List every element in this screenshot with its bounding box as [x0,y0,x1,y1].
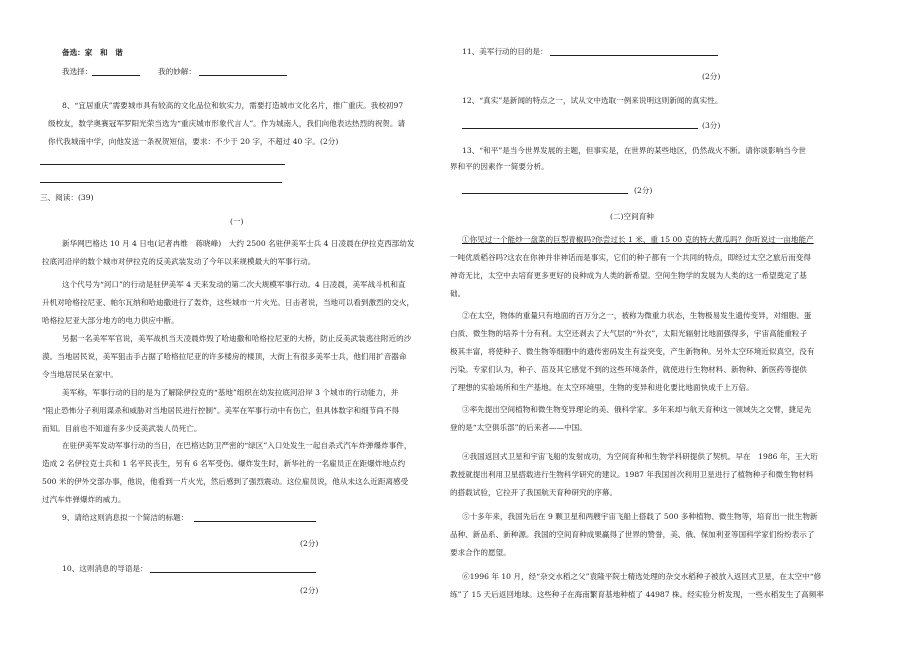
beixuan-words: 家 和 谐 [84,48,123,57]
p6-line-1: ⑥1996 年 10 月，经“杂交水稻之父”袁隆平院士精选处理的杂交水稻种子被放入返回式卫星，在太空中“修 [462,572,822,581]
q8-line-3: 你代我城南中学，向他发送一条祝贺短信，要求：不少于 20 字，不超过 40 字。(2分) [48,137,339,146]
p2-line-5: 了理想的实验场所和生产基地。在太空环境里，生物的变异和进化要比地面快成千上万倍。 [450,383,754,392]
news-line-15: 过汽车炸弹爆炸的威力。 [42,495,126,504]
q13-line-1: 13、“和平”是当今世界发展的主题，但事实是，在世界的某些地区，仍然战火不断。请你谈影响当今世 [462,146,806,155]
q11-score: (2分) [702,72,721,81]
q10-answer-blank[interactable] [150,572,316,573]
woxuanze-label: 我选择： [62,67,93,76]
p2-line-2: 白质、微生物的培养十分有利。太空还剥去了大气层的“外衣”，太阳光辐射比地面强得多，宇宙高能重粒子 [450,329,808,338]
miaojie-blank[interactable] [199,75,287,76]
q13-line-2: 界和平的因素作一简要分析。 [450,162,549,171]
p5-line-1: ⑤十多年来，我国先后在 9 颗卫星和两艘宇宙飞船上搭载了 500 多种植物、微生物等，培育出一批生物新 [462,512,818,521]
q8-answer-line-2[interactable] [40,182,282,183]
q9-prompt: 9、请给这则消息拟一个简洁的标题： [62,513,189,522]
q11-answer-blank[interactable] [550,55,718,56]
q12-score: (3分) [702,121,721,130]
p5-line-3: 要求合作的愿望。 [450,548,511,557]
p1-line-2: 一吨优质稻谷吗?这农在你神并非神话而是事实，它们的种子都有一个共同的特点，即经过太空之旅后而变得 [450,253,811,262]
news-line-8: 令当地居民呆在家中。 [42,370,118,379]
p3-line-2: 登的是“太空俱乐部”的后来者——中国。 [450,423,587,432]
news-line-3: 这个代号为“河口”的行动是驻伊美军 4 天来发动的第二次大规模军事行动。4 日凌晨，美军战斗机和直 [62,280,406,289]
p3-line-1: ③率先提出空间植物和微生物变异理论的美、俄科学家。多年来却与航天育种这一领域失之交臂，捷足先 [462,405,812,414]
p4-line-1: ④我国返回式卫星和宇宙飞船的发射成功，为空间育种和生物学科研提供了契机。早在 1986 年，王大珩 [462,452,818,461]
q10-score: (2分) [300,586,319,595]
p4-line-3: 的搭载试验，它拉开了我国航天育种研究的序幕。 [450,488,618,497]
p6-line-2: 练”了 15 天后返回地球。这些种子在海南繁育基地种植了 44987 株。经实验分析发现，一些水稻发生了高频率 [450,590,824,599]
q8-line-2: 级校友，数学奥赛冠军罗阳光荣当选为“重庆城市形象代言人”。作为城南人，我们向他表达热烈的祝贺。请 [48,119,406,128]
news-line-1: 新华网巴格达 10 月 4 日电(记者冉维 蒋晓峰) 大约 2500 名驻伊美军士兵 4 日凌晨在伊拉克西部幼发 [62,239,415,248]
p4-line-2: 教授就提出利用卫星搭载进行生物科学研究的建议。1987 年我国首次利用卫星进行了植物种子和微生物材料 [450,470,814,479]
news-line-9: 美军称，军事行动的目的是为了解除伊拉克的“基地”组织在幼发拉底河沿岸 3 个城市的行动能力，并 [62,388,399,397]
q12-prompt: 12、“真实”是新闻的特点之一，试从文中选取一例来说明这则新闻的真实性。 [462,96,723,105]
news-line-4: 升机对哈格拉尼亚、帕尔瓦纳和哈迪撒进行了轰炸，这些城市一片火光。日击者说，当地可以看到激烈的交火， [42,298,415,307]
p1-line-1: ①你见过一个能炒一盘菜的巨型青椒吗?你尝过长 1 米、重 15 00 克的特大黄瓜吗？你听说过一亩地能产 [462,235,814,244]
news-line-7: 漠。当地居民说，美军狙击手占据了哈格拉尼亚的许多楼房的楼顶，大街上有很多美军士兵，他们用扩音器命 [42,352,407,361]
q13-answer-line[interactable] [462,193,628,194]
news-line-13: 造成 2 名伊拉克士兵和 1 名平民丧生，另有 6 名军受伤。爆炸发生时，新华社的一名雇员正在距爆炸地点约 [42,459,406,468]
beixuan-label: 备选： [62,48,85,57]
woxuanze-blank[interactable] [92,75,140,76]
q8-answer-line-1[interactable] [40,164,285,165]
p2-line-1: ②在太空，物体的重量只有地面的百万分之一，被称为微重力状态，生物极易发生遗传变异，对细胞、蛋 [462,311,812,320]
part-2-title: (二)空间育种 [610,212,654,221]
q13-score: (2分) [634,186,653,195]
news-line-5: 哈格拉尼亚大部分地方的电力供应中断。 [42,316,179,325]
news-line-6: 另据一名美军军官说，美军战机当天凌晨炸毁了哈迪撒和哈格拉尼亚的大桥，防止反美武装逃往附近的沙 [62,334,412,343]
p1-line-3: 神奇无比，太空中去培育更多更好的良种成为人类的新希望。空间生物学的发展为人类的这一希望奠定了基 [450,271,807,280]
p2-line-4: 污染。专家们认为，种子、苗及其它感觉不到的这些环境条件，就使进行生物材料、新物种、新医药等提供 [450,365,807,374]
news-line-12: 在驻伊美军发动军事行动的当日，在巴格达防卫严密的“绿区”入口处发生一起自杀式汽车炸弹爆炸事件， [62,441,412,450]
news-line-11: 而知。目前也不知道有多少反美武装人员死亡。 [42,424,202,433]
news-line-2: 拉底河沿岸的数个城市对伊拉克的反美武装发动了今年以来规模最大的军事行动。 [42,257,316,266]
q8-line-1: 8、“宜居重庆”需要城市具有较高的文化品位和软实力，需要打造城市文化名片，推广重庆。我校初97 [62,101,404,110]
q10-prompt: 10、这则消息的导语是： [62,564,148,573]
p5-line-2: 品种、新品系、新种源。我国的空间育种成果赢得了世界的赞誉，美、俄、保加利亚等国科学家们纷纷表示了 [450,530,815,539]
q12-answer-line[interactable] [462,128,698,129]
q9-score: (2分) [300,539,319,548]
beixuan-row [62,48,123,58]
p2-line-3: 极其丰富，将使种子、微生物等细胞中的遗传密码发生有益突变，产生新物种。另外太空环境近似真空，没有 [450,347,815,356]
section-3-heading: 三、阅读：(39) [40,193,94,202]
q11-prompt: 11、美军行动的目的是： [462,47,548,56]
p1-line-4: 础。 [450,289,466,298]
miaojie-label: 我的妙解： [158,67,196,76]
news-line-10: “阻止恐怖分子利用谋杀和威胁对当地居民进行控制”。美军在军事行动中有伤亡，但具体数字和细节尚不得 [42,406,400,415]
part-1-title: (一) [230,217,244,226]
news-line-14: 500 米的伊外交部办事，他说，他看到一片火光，然后感到了强烈震动。这位雇员说，他从未这么近距离感受 [42,477,409,486]
q9-answer-blank[interactable] [194,521,316,522]
